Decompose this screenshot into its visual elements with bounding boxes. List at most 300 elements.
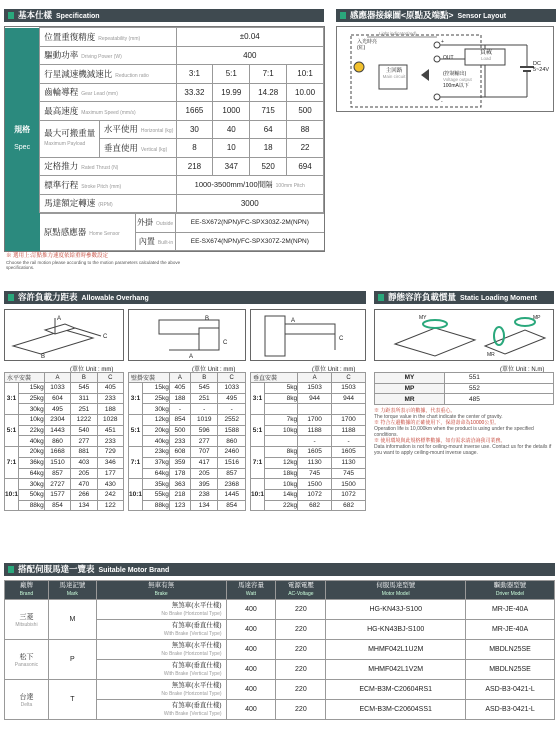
payload-cell: 30kg xyxy=(19,404,45,415)
brake-label: 有煞車(垂直仕樣) xyxy=(171,661,222,669)
table-row xyxy=(251,404,366,415)
static-notes xyxy=(374,408,556,456)
ratio-label: 3:1 xyxy=(251,383,265,415)
overhang-value: 857 xyxy=(218,468,246,479)
spec-value: 88 xyxy=(287,120,324,139)
spec-value: 500 xyxy=(287,102,324,121)
table-row xyxy=(5,500,124,511)
payload-cell: 8kg xyxy=(265,393,298,404)
overhang-header: 容許負載力距表 Allowable Overhang xyxy=(4,291,366,304)
driver-model-cell: ASD-B3-0421-L xyxy=(466,700,555,720)
spec-value: 3:1 xyxy=(176,65,213,84)
spec-value: 1000 xyxy=(213,102,250,121)
table-row xyxy=(5,447,124,458)
overhang-value: 238 xyxy=(190,489,218,500)
motor-model-cell: HG-KN43BJ-S100 xyxy=(326,620,466,640)
sensor-header: 感應器接線圖<原點及端點> Sensor Layout xyxy=(336,9,556,22)
overhang-value: 122 xyxy=(97,500,123,511)
table-row xyxy=(251,468,366,479)
label-c: C xyxy=(223,340,228,346)
table-row xyxy=(129,447,246,458)
column-header-zh: 伺服馬達型號 xyxy=(376,582,416,589)
overhang-value: 1700 xyxy=(332,415,366,426)
static-table xyxy=(374,372,554,405)
overhang-value: 1668 xyxy=(44,447,70,458)
overhang-value: 495 xyxy=(44,404,70,415)
my-label: MY xyxy=(419,315,427,321)
column-header-zh: 馬達記號 xyxy=(59,582,86,589)
table-row xyxy=(5,640,555,660)
overhang-value: 1503 xyxy=(298,383,332,394)
overhang-table xyxy=(250,372,366,511)
overhang-value: 205 xyxy=(71,468,97,479)
overhang-value: 205 xyxy=(190,468,218,479)
driver-model-cell: MR-JE-40A xyxy=(466,600,555,620)
pin-minus-label: - xyxy=(441,99,443,105)
overhang-value: 177 xyxy=(97,468,123,479)
spec-sublabel: 垂直使用 Vertical (kg) xyxy=(99,139,176,158)
brake-cell xyxy=(96,600,226,620)
spec-label: 位置重復精度 Repeatability (mm) xyxy=(40,28,176,47)
mark-cell: P xyxy=(48,640,96,680)
overhang-table-vertical xyxy=(250,372,366,511)
payload-cell: 8kg xyxy=(265,447,298,458)
driver-model-cell: MR-JE-40A xyxy=(466,620,555,640)
overhang-value: 682 xyxy=(298,500,332,511)
overhang-value: 417 xyxy=(190,457,218,468)
overhang-value: 451 xyxy=(97,425,123,436)
moment-name: MR xyxy=(375,394,445,405)
brand-cell xyxy=(5,640,49,680)
horizontal-mount-svg xyxy=(5,310,123,360)
overhang-value: 729 xyxy=(97,447,123,458)
overhang-value: 608 xyxy=(169,447,190,458)
spec-label: 馬達額定轉速 (RPM) xyxy=(40,194,176,213)
overhang-value: 1130 xyxy=(332,457,366,468)
spec-value: 33.32 xyxy=(176,83,213,102)
column-header xyxy=(226,581,276,600)
overhang-value: 745 xyxy=(332,468,366,479)
overhang-value: 682 xyxy=(332,500,366,511)
spec-value: 10:1 xyxy=(287,65,324,84)
spec-label: 最大可搬重量 Maximum Payload xyxy=(40,120,100,157)
column-header: C xyxy=(97,373,123,383)
ratio-label: 5:1 xyxy=(5,415,19,447)
payload-cell: 22kg xyxy=(265,500,298,511)
note-line: ※ 力距表所表示的數據，代表重心。 xyxy=(374,408,456,414)
moment-svg xyxy=(375,310,553,360)
spec-value: 30 xyxy=(176,120,213,139)
vertical-mount-diagram xyxy=(250,309,366,361)
watt-cell: 400 xyxy=(226,640,276,660)
table-row xyxy=(251,383,366,394)
table-row xyxy=(129,393,246,404)
voltage-cell: 220 xyxy=(276,640,326,660)
column-header-en: Brand xyxy=(19,591,34,597)
column-header-en: AC-Voltage xyxy=(288,591,314,597)
table-row xyxy=(5,600,555,620)
column-header-zh: 馬達容量 xyxy=(237,582,264,589)
table-row xyxy=(5,383,124,394)
overhang-value: 1700 xyxy=(298,415,332,426)
overhang-value: 1019 xyxy=(190,415,218,426)
moment-value: 485 xyxy=(445,394,554,405)
ratio-label: 7:1 xyxy=(251,447,265,479)
spec-label: 驅動功率 Driving Power (W) xyxy=(40,46,176,65)
table-row xyxy=(251,393,366,404)
note-line: The torque value in the chart indicate the center of gravity. xyxy=(374,414,503,420)
driver-model-cell: ASD-B3-0421-L xyxy=(466,680,555,700)
voltage-cell: 220 xyxy=(276,620,326,640)
column-header xyxy=(5,581,49,600)
payload-cell: 22kg xyxy=(19,425,45,436)
brand-name: 三菱 xyxy=(19,613,34,621)
spec-value: 347 xyxy=(213,157,250,176)
spec-value: 19.99 xyxy=(213,83,250,102)
payload-cell: 20kg xyxy=(143,425,170,436)
table-row xyxy=(5,436,124,447)
overhang-value: 860 xyxy=(218,436,246,447)
brake-label-en: With Brake (Vertical Type) xyxy=(163,710,222,717)
column-header: B xyxy=(190,373,218,383)
spec-value: 14.28 xyxy=(250,83,287,102)
overhang-value: 405 xyxy=(97,383,123,394)
spec-value: ±0.04 xyxy=(176,28,323,47)
label-a: A xyxy=(189,354,194,360)
moment-name: MP xyxy=(375,383,445,394)
overhang-value: 495 xyxy=(218,393,246,404)
spec-value: 22 xyxy=(287,139,324,158)
spec-value: 218 xyxy=(176,157,213,176)
column-header xyxy=(326,581,466,600)
voltage-cell: 220 xyxy=(276,700,326,720)
overhang-value: 218 xyxy=(169,489,190,500)
payload-cell: 25kg xyxy=(19,393,45,404)
brake-cell xyxy=(96,640,226,660)
note-line: Operation life is 10,000km when the product is using under the specified conditions. xyxy=(374,426,534,438)
overhang-value: 2552 xyxy=(218,415,246,426)
brand-name-en: Mitsubishi xyxy=(15,621,38,628)
spec-sublabel: 內置 Built-in xyxy=(136,232,176,251)
column-header: C xyxy=(332,373,366,383)
watt-cell: 400 xyxy=(226,660,276,680)
overhang-value: 1500 xyxy=(298,479,332,490)
table-row xyxy=(129,489,246,500)
spec-side-tag: 規格 Spec xyxy=(5,28,40,252)
overhang-value: 242 xyxy=(97,489,123,500)
overhang-value: 277 xyxy=(190,436,218,447)
overhang-value: 470 xyxy=(71,479,97,490)
ratio-label: 3:1 xyxy=(5,383,19,415)
payload-cell: 88kg xyxy=(19,500,45,511)
table-row xyxy=(251,489,366,500)
overhang-value: 1188 xyxy=(298,425,332,436)
watt-cell: 400 xyxy=(226,620,276,640)
payload-cell: 88kg xyxy=(143,500,170,511)
overhang-value: 2460 xyxy=(218,447,246,458)
table-row xyxy=(251,500,366,511)
overhang-value: 233 xyxy=(97,436,123,447)
overhang-value: 854 xyxy=(44,500,70,511)
spec-value: EE-SX674(NPN)/FC-SPX307Z-2M(NPN) xyxy=(176,232,324,251)
column-header xyxy=(48,581,96,600)
spec-value: 7:1 xyxy=(250,65,287,84)
spec-label: 原點感應器 Home Sensor xyxy=(40,214,136,251)
overhang-value: 266 xyxy=(71,489,97,500)
payload-cell: 64kg xyxy=(143,468,170,479)
table-row xyxy=(129,404,246,415)
pin-plus xyxy=(434,42,440,48)
payload-cell xyxy=(265,436,298,447)
brake-label: 無煞車(水平仕樣) xyxy=(171,641,222,649)
overhang-value: 1033 xyxy=(44,383,70,394)
table-row xyxy=(251,425,366,436)
table-row xyxy=(5,393,124,404)
payload-cell: 23kg xyxy=(143,447,170,458)
spec-value: 520 xyxy=(250,157,287,176)
table-row xyxy=(129,457,246,468)
table-row xyxy=(129,500,246,511)
spec-frame xyxy=(4,26,325,252)
overhang-value: - xyxy=(190,404,218,415)
driver-model-cell: MBDLN25SE xyxy=(466,640,555,660)
ratio-label: 5:1 xyxy=(129,415,143,447)
overhang-value: 1605 xyxy=(332,447,366,458)
spec-value: 40 xyxy=(213,120,250,139)
ratio-label: 3:1 xyxy=(129,383,143,415)
spec-sublabel: 水平使用 Horizontal (kg) xyxy=(99,120,176,139)
overhang-value: 233 xyxy=(97,393,123,404)
spec-value: 10 xyxy=(213,139,250,158)
overhang-value: 540 xyxy=(71,425,97,436)
sensor-diagram xyxy=(336,26,554,112)
column-header-en: Mark xyxy=(66,591,78,597)
spec-value: 400 xyxy=(176,46,323,65)
brand-name-en: Panasonic xyxy=(14,661,39,668)
brake-cell xyxy=(96,680,226,700)
spec-value: 5:1 xyxy=(213,65,250,84)
overhang-value: 596 xyxy=(190,425,218,436)
overhang-value: - xyxy=(169,404,190,415)
mr-label: MR xyxy=(487,352,495,358)
table-row xyxy=(5,479,124,490)
out-label: OUT xyxy=(443,55,454,61)
brand-name-en: Delta xyxy=(20,701,33,708)
ratio-label: 10:1 xyxy=(129,479,143,511)
slider-block xyxy=(199,328,219,350)
mount-type: 垂直安裝 xyxy=(251,373,298,383)
overhang-value: 430 xyxy=(97,479,123,490)
overhang-value xyxy=(332,404,366,415)
payload-cell: 15kg xyxy=(143,383,170,394)
overhang-value: 2368 xyxy=(218,479,246,490)
brake-label: 無煞車(水平仕樣) xyxy=(171,601,222,609)
table-row xyxy=(251,447,366,458)
spec-label: 定格推力 Rated Thrust (N) xyxy=(40,157,176,176)
overhang-value: 188 xyxy=(97,404,123,415)
payload-cell: 12kg xyxy=(143,415,170,426)
motor-model-cell: ECM-B3M-C20604RS1 xyxy=(326,680,466,700)
payload-cell: 36kg xyxy=(19,457,45,468)
table-row xyxy=(129,425,246,436)
column-header-en: Motor Model xyxy=(381,591,410,597)
overhang-value: 857 xyxy=(44,468,70,479)
overhang-value: 1028 xyxy=(97,415,123,426)
brake-cell xyxy=(96,660,226,680)
overhang-value: 604 xyxy=(44,393,70,404)
ratio-label: 10:1 xyxy=(251,479,265,511)
overhang-value: 178 xyxy=(169,468,190,479)
table-row xyxy=(251,415,366,426)
mark-cell: M xyxy=(48,600,96,640)
overhang-value: 134 xyxy=(190,500,218,511)
column-header-zh: 驅動器型號 xyxy=(493,582,527,589)
static-unit: (單位 Unit : N.m) xyxy=(500,367,545,373)
overhang-value: 1445 xyxy=(218,489,246,500)
voltage-cell: 220 xyxy=(276,680,326,700)
vertical-mount-svg xyxy=(251,310,365,360)
overhang-value: 1033 xyxy=(218,383,246,394)
motor-model-cell: ECM-B3M-C20604SS1 xyxy=(326,700,466,720)
moment-name: MY xyxy=(375,373,445,384)
driver-model-cell: MBDLN25SE xyxy=(466,660,555,680)
overhang-value: 277 xyxy=(71,436,97,447)
overhang-value: 1605 xyxy=(298,447,332,458)
label-c: C xyxy=(339,336,344,342)
table-row xyxy=(5,404,124,415)
spec-label: 最高速度 Maximum Speed (mm/s) xyxy=(40,102,176,121)
mount-type: 水平安裝 xyxy=(5,373,45,383)
overhang-value: 545 xyxy=(190,383,218,394)
brand-cell xyxy=(5,680,49,720)
column-header-zh: 電源電壓 xyxy=(287,582,314,589)
wall-mount-svg xyxy=(129,310,245,360)
pin-minus xyxy=(434,94,440,100)
brake-label-en: No Brake (Horizontal Type) xyxy=(161,650,222,657)
brake-cell xyxy=(96,620,226,640)
spec-note: ※ 選用上:訂點推力速度依給重時參數設定 Choose the rail motion please according to the motion parameters calculated the above specifications. xyxy=(6,253,181,270)
overhang-value: 854 xyxy=(169,415,190,426)
overhang-value: 1188 xyxy=(332,425,366,436)
payload-cell: 40kg xyxy=(143,436,170,447)
overhang-value: 1222 xyxy=(71,415,97,426)
overhang-value: 1516 xyxy=(218,457,246,468)
spec-value: 694 xyxy=(287,157,324,176)
table-row xyxy=(5,489,124,500)
overhang-value: 1130 xyxy=(298,457,332,468)
column-header-en: Driver Model xyxy=(495,591,525,597)
brake-label: 無煞車(水平仕樣) xyxy=(171,681,222,689)
brake-label: 有煞車(垂直仕樣) xyxy=(171,621,222,629)
payload-cell: 30kg xyxy=(143,404,170,415)
slider-block xyxy=(285,324,335,334)
overhang-value: 1510 xyxy=(44,457,70,468)
spec-value: 715 xyxy=(250,102,287,121)
column-header-en: Watt xyxy=(245,591,257,597)
load-label: 負載 Load xyxy=(479,50,492,61)
overhang-value: 1072 xyxy=(298,489,332,500)
overhang-value: - xyxy=(298,436,332,447)
overhang-value: 944 xyxy=(298,393,332,404)
ratio-label: 7:1 xyxy=(129,447,143,479)
wall-mount-diagram xyxy=(128,309,246,361)
brake-label-en: No Brake (Horizontal Type) xyxy=(161,610,222,617)
payload-cell: 20kg xyxy=(19,447,45,458)
ratio-label: 5:1 xyxy=(251,415,265,447)
rail-left xyxy=(395,328,475,356)
payload-cell: 7kg xyxy=(265,415,298,426)
overhang-value: 1503 xyxy=(332,383,366,394)
payload-cell xyxy=(265,404,298,415)
column-header xyxy=(96,581,226,600)
motor-table xyxy=(4,580,555,720)
overhang-value: 251 xyxy=(190,393,218,404)
overhang-value: 745 xyxy=(298,468,332,479)
brand-name: 松下 xyxy=(19,653,34,661)
overhang-value: 860 xyxy=(44,436,70,447)
watt-cell: 400 xyxy=(226,600,276,620)
transistor-icon xyxy=(421,69,429,81)
label-b: B xyxy=(205,316,210,322)
output-label: (控制輸出) Voltage output 100mA以下 xyxy=(443,71,472,89)
payload-cell: 14kg xyxy=(265,489,298,500)
table-row xyxy=(251,436,366,447)
overhang-value: - xyxy=(218,404,246,415)
overhang-value: 2727 xyxy=(44,479,70,490)
table-row xyxy=(5,415,124,426)
motor-model-cell: MHMF042L1V2M xyxy=(326,660,466,680)
spec-value: 8 xyxy=(176,139,213,158)
overhang-value: 251 xyxy=(71,404,97,415)
overhang-value: 1443 xyxy=(44,425,70,436)
moment-value: 551 xyxy=(445,373,554,384)
payload-cell: 10kg xyxy=(265,479,298,490)
brake-cell xyxy=(96,700,226,720)
voltage-cell: 220 xyxy=(276,600,326,620)
column-header xyxy=(276,581,326,600)
table-row xyxy=(5,425,124,436)
overhang-table-horizontal xyxy=(4,372,124,511)
overhang-value: 1577 xyxy=(44,489,70,500)
overhang-value: 2304 xyxy=(44,415,70,426)
overhang-value: 233 xyxy=(169,436,190,447)
overhang-value: 395 xyxy=(190,479,218,490)
label-b: B xyxy=(41,354,46,360)
brand-cell xyxy=(5,600,49,640)
spec-value: EE-SX672(NPN)/FC-SPX303Z-2M(NPN) xyxy=(176,214,324,233)
unit-label: (單位 Unit : mm) xyxy=(312,367,356,373)
table-row xyxy=(5,457,124,468)
note-line: ※ 符合左邊數據的正確使用下，保證壽命為10000公里。 xyxy=(374,420,500,426)
payload-cell: 5kg xyxy=(265,383,298,394)
payload-cell: 55kg xyxy=(143,489,170,500)
spec-value: 3000 xyxy=(176,194,323,213)
brake-label-en: With Brake (Vertical Type) xyxy=(163,630,222,637)
brake-label: 有煞車(垂直仕樣) xyxy=(171,701,222,709)
table-row xyxy=(251,457,366,468)
mp-label: MP xyxy=(533,315,541,321)
watt-cell: 400 xyxy=(226,700,276,720)
payload-cell: 37kg xyxy=(143,457,170,468)
light-indicator-label: Light indicator(red) xyxy=(379,31,417,36)
brake-label-en: With Brake (Vertical Type) xyxy=(163,670,222,677)
column-header-zh: 無車有無 xyxy=(148,582,175,589)
mark-cell: T xyxy=(48,680,96,720)
column-header: A xyxy=(44,373,70,383)
payload-cell: 40kg xyxy=(19,436,45,447)
my-arrow-icon xyxy=(423,320,447,328)
table-row xyxy=(251,479,366,490)
